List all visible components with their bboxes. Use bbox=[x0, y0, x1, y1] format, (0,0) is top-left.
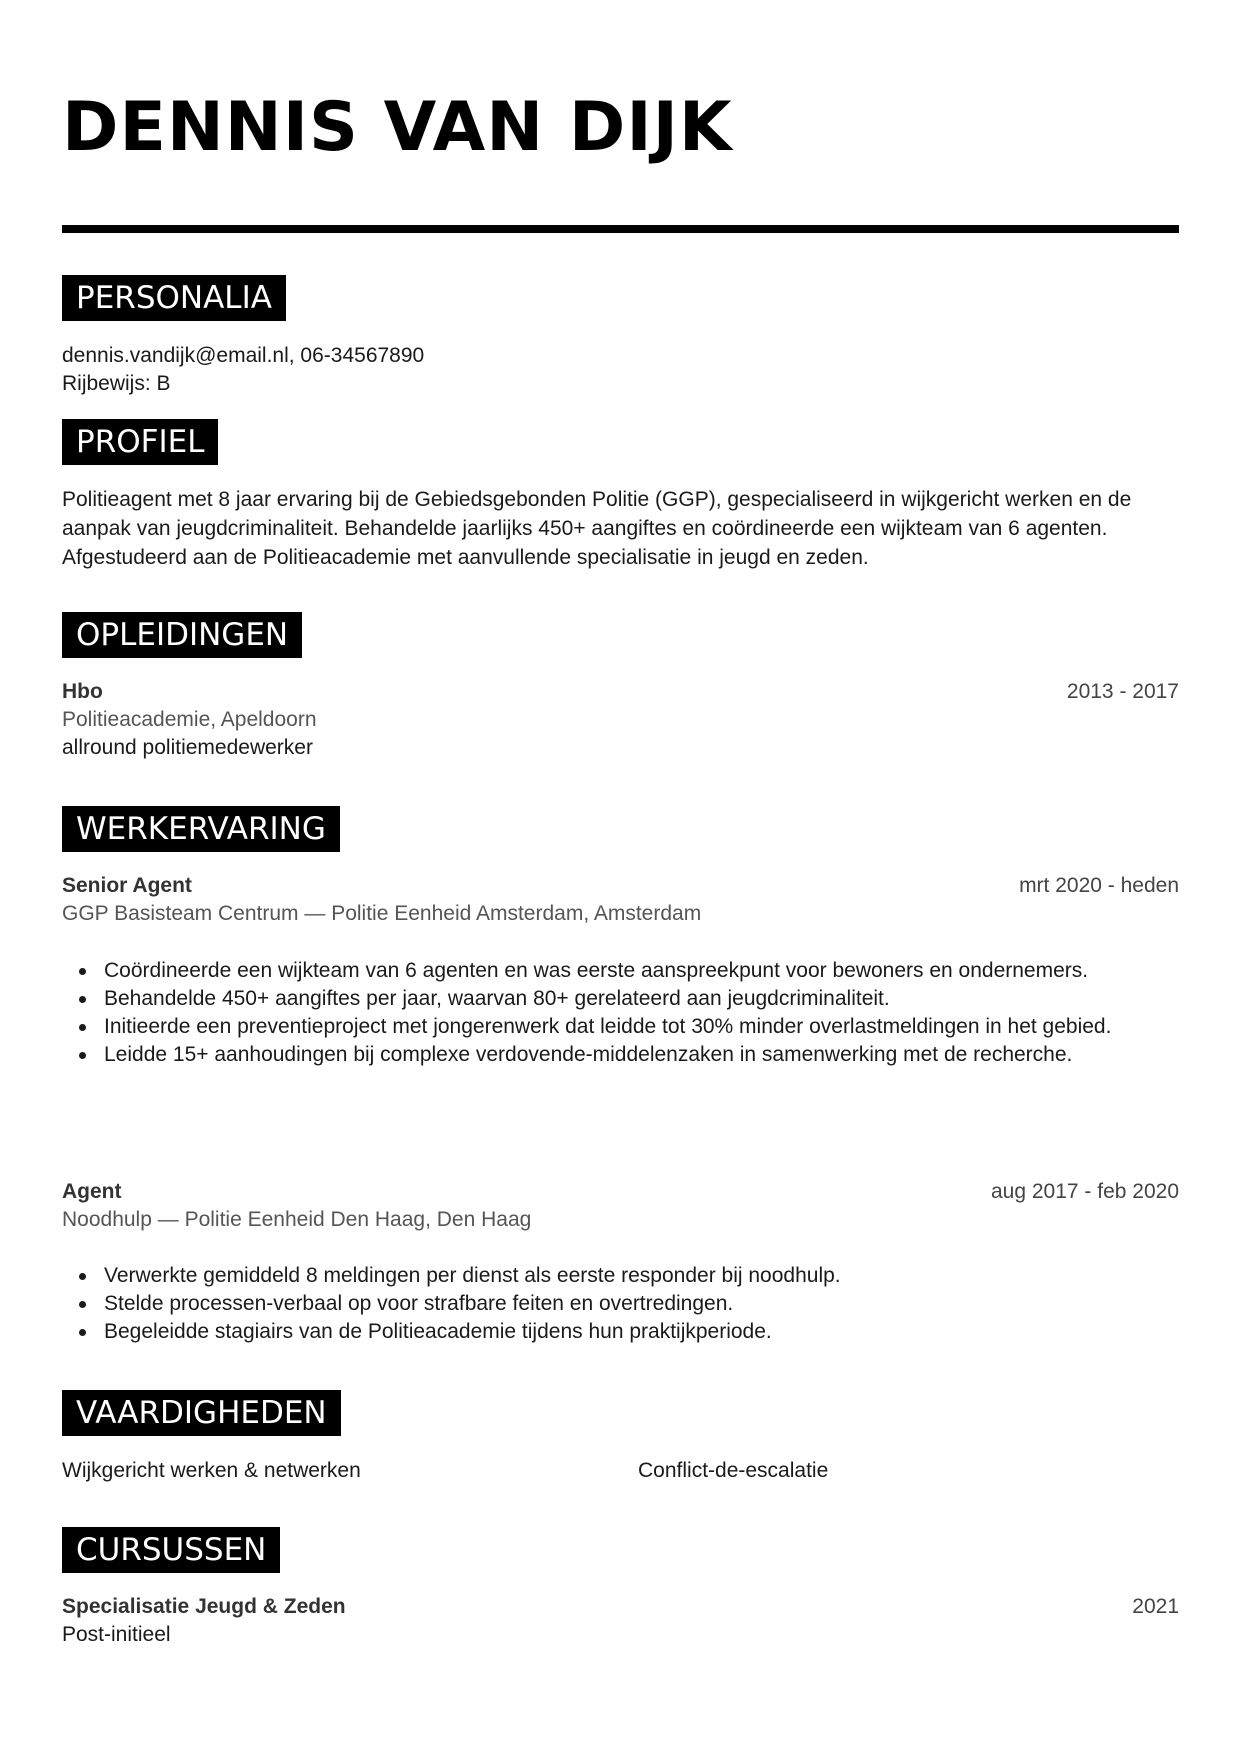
section-heading-profiel: PROFIEL bbox=[62, 419, 218, 465]
header-divider bbox=[62, 225, 1179, 233]
job-organization: Noodhulp — Politie Eenheid Den Haag, Den Haag bbox=[62, 1208, 532, 1231]
list-item: Stelde processen-verbaal op voor strafbare feiten en overtredingen. bbox=[104, 1290, 1179, 1318]
section-heading-cursussen: CURSUSSEN bbox=[62, 1527, 280, 1573]
contact-info: dennis.vandijk@email.nl, 06-34567890 bbox=[62, 344, 425, 367]
candidate-name: DENNIS VAN DIJK bbox=[62, 88, 733, 167]
list-item: Verwerkte gemiddeld 8 meldingen per dienst als eerste responder bij noodhulp. bbox=[104, 1262, 1179, 1290]
job-bullets bbox=[62, 1262, 1179, 1346]
education-description: allround politiemedewerker bbox=[62, 736, 313, 759]
course-title: Specialisatie Jeugd & Zeden bbox=[62, 1595, 346, 1618]
list-item: Coördineerde een wijkteam van 6 agenten en was eerste aanspreekpunt voor bewoners en ondernemers. bbox=[104, 957, 1179, 985]
job-title: Agent bbox=[62, 1180, 122, 1203]
section-heading-opleidingen: OPLEIDINGEN bbox=[62, 612, 302, 658]
job-date: mrt 2020 - heden bbox=[1019, 874, 1179, 897]
skill-item: Conflict-de-escalatie bbox=[638, 1459, 829, 1482]
education-institution: Politieacademie, Apeldoorn bbox=[62, 708, 317, 731]
list-item: Leidde 15+ aanhoudingen bij complexe verdovende-middelenzaken in samenwerking met de recherche. bbox=[104, 1041, 1179, 1069]
course-description: Post-initieel bbox=[62, 1623, 171, 1646]
course-date: 2021 bbox=[1132, 1595, 1179, 1618]
education-date: 2013 - 2017 bbox=[1066, 680, 1179, 703]
job-organization: GGP Basisteam Centrum — Politie Eenheid Amsterdam, Amsterdam bbox=[62, 902, 702, 925]
section-heading-personalia: PERSONALIA bbox=[62, 275, 286, 321]
job-title: Senior Agent bbox=[62, 874, 192, 897]
list-item: Behandelde 450+ aangiftes per jaar, waarvan 80+ gerelateerd aan jeugdcriminaliteit. bbox=[104, 985, 1179, 1013]
skill-item: Wijkgericht werken & netwerken bbox=[62, 1459, 361, 1482]
job-bullets bbox=[62, 957, 1179, 1069]
profile-summary: Politieagent met 8 jaar ervaring bij de Gebiedsgebonden Politie (GGP), gespecialiseerd in wijkgericht werken en de aanpak van jeugdcriminaliteit. Behandelde jaarlijks 450+ aangiftes en coördineerde een wijkteam van 6 agenten. Afgestudeerd aan de Politieacademie met aanvullende specialisatie in jeugd en zeden. bbox=[62, 488, 1132, 569]
section-heading-werkervaring: WERKERVARING bbox=[62, 806, 340, 852]
job-date: aug 2017 - feb 2020 bbox=[991, 1180, 1179, 1203]
section-heading-vaardigheden: VAARDIGHEDEN bbox=[62, 1390, 341, 1436]
drivers-license: Rijbewijs: B bbox=[62, 372, 171, 395]
list-item: Begeleidde stagiairs van de Politieacademie tijdens hun praktijkperiode. bbox=[104, 1318, 1179, 1346]
education-title: Hbo bbox=[62, 680, 103, 703]
list-item: Initieerde een preventieproject met jongerenwerk dat leidde tot 30% minder overlastmeldingen in het gebied. bbox=[104, 1013, 1179, 1041]
